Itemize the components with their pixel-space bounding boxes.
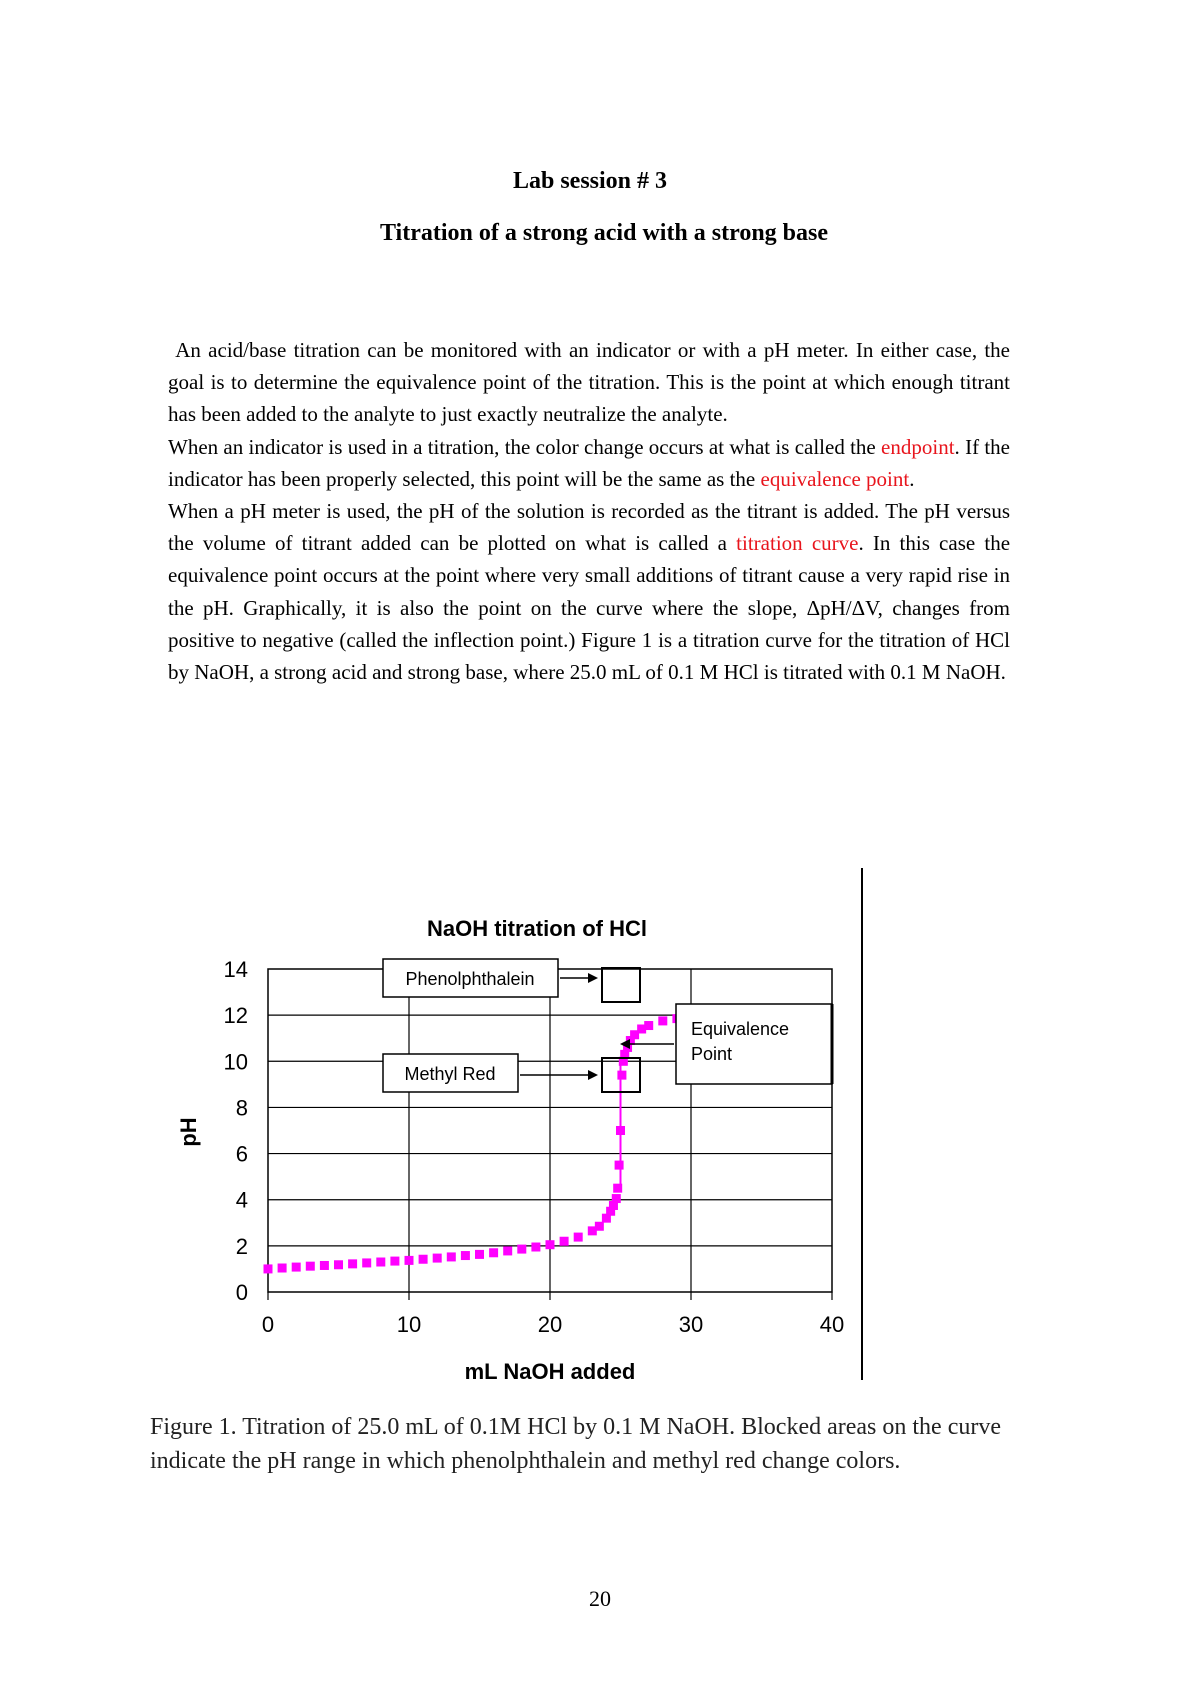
data-point — [612, 1194, 621, 1203]
chart-title: NaOH titration of HCl — [427, 916, 647, 941]
data-point — [461, 1251, 470, 1260]
data-point — [390, 1257, 399, 1266]
body-text — [168, 334, 1010, 688]
paragraph-ph-meter: When a pH meter is used, the pH of the solution is recorded as the titrant is added. The pH versus the volume of titrant added can be plotted on what is called a titration curve. In this case the equivalence point occurs at the point where very small additions of titrant cause a very rapid rise in the pH. Graphically, it is also the point on the curve where the slope, ΔpH/ΔV, changes from positive to negative (called the inflection point.) Figure 1 is a titration curve for the titration of HCl by NaOH, a strong acid and strong base, where 25.0 mL of 0.1 M HCl is titrated with 0.1 M NaOH. — [168, 499, 1011, 685]
y-tick-label: 4 — [235, 1187, 248, 1213]
data-point — [613, 1184, 622, 1193]
data-point — [348, 1259, 357, 1268]
x-axis-label: mL NaOH added — [464, 1359, 636, 1380]
data-point — [658, 1016, 667, 1025]
x-tick-label: 20 — [537, 1312, 563, 1337]
page-title: Titration of a strong acid with a strong base — [379, 220, 829, 246]
y-tick-label: 10 — [223, 1049, 248, 1075]
data-point — [306, 1262, 315, 1271]
data-point — [503, 1246, 512, 1255]
data-point — [644, 1021, 653, 1030]
data-point — [278, 1264, 287, 1273]
equivalence-label-line2: Point — [691, 1044, 733, 1064]
data-point — [595, 1222, 604, 1231]
data-point — [264, 1264, 273, 1273]
data-point — [531, 1243, 540, 1252]
y-tick-label: 12 — [223, 1003, 248, 1029]
y-tick-label: 0 — [235, 1280, 248, 1305]
term-equivalence-point: equivalence point — [760, 466, 910, 491]
titration-figure — [0, 860, 1200, 1380]
titration-chart — [0, 860, 1200, 1380]
data-point — [560, 1237, 569, 1246]
x-tick-label: 10 — [396, 1312, 422, 1337]
paragraph-indicator: When an indicator is used in a titration, the color change occurs at what is called the endpoint. If the indicator has been properly selected, this point will be the same as the equivalence point. — [168, 434, 1010, 491]
figure-caption: Figure 1. Titration of 25.0 mL of 0.1M HCl by 0.1 M NaOH. Blocked areas on the curve indicate the pH range in which phenolphthalein and methyl red change colors. — [150, 1414, 1002, 1474]
data-point — [475, 1250, 484, 1259]
y-axis-label: pH — [176, 1117, 201, 1147]
data-point — [574, 1233, 583, 1242]
paragraph-intro: An acid/base titration can be monitored with an indicator or with a pH meter. In either case, the goal is to determine the equivalence point of the titration. This is the point at which enough titrant has been added to the analyte to just exactly neutralize the analyte. — [168, 338, 1010, 427]
data-point — [292, 1263, 301, 1272]
data-point — [419, 1255, 428, 1264]
data-point — [447, 1252, 456, 1261]
data-point — [433, 1254, 442, 1263]
y-tick-label: 14 — [223, 957, 248, 982]
data-point — [546, 1240, 555, 1249]
x-tick-label: 30 — [678, 1312, 704, 1337]
equivalence-label-line1: Equivalence — [691, 1019, 790, 1039]
term-endpoint: endpoint — [881, 434, 955, 459]
data-point — [334, 1260, 343, 1269]
data-point — [320, 1261, 329, 1270]
x-tick-label: 0 — [261, 1312, 275, 1337]
term-titration-curve: titration curve — [736, 531, 859, 556]
data-point — [517, 1245, 526, 1254]
data-point — [615, 1161, 624, 1170]
data-point — [362, 1258, 371, 1267]
x-tick-label: 40 — [819, 1312, 845, 1337]
lab-session-heading: Lab session # 3 — [512, 168, 668, 194]
data-point — [405, 1256, 414, 1265]
data-point — [489, 1248, 498, 1257]
y-tick-label: 6 — [235, 1141, 248, 1167]
y-tick-label: 8 — [235, 1095, 248, 1121]
phenolphthalein-label: Phenolphthalein — [405, 969, 535, 989]
methyl-red-label: Methyl Red — [404, 1064, 496, 1084]
data-point — [376, 1258, 385, 1267]
page-number: 20 — [589, 1586, 611, 1611]
data-point — [617, 1071, 626, 1080]
data-point — [616, 1126, 625, 1135]
y-tick-label: 2 — [235, 1233, 248, 1259]
